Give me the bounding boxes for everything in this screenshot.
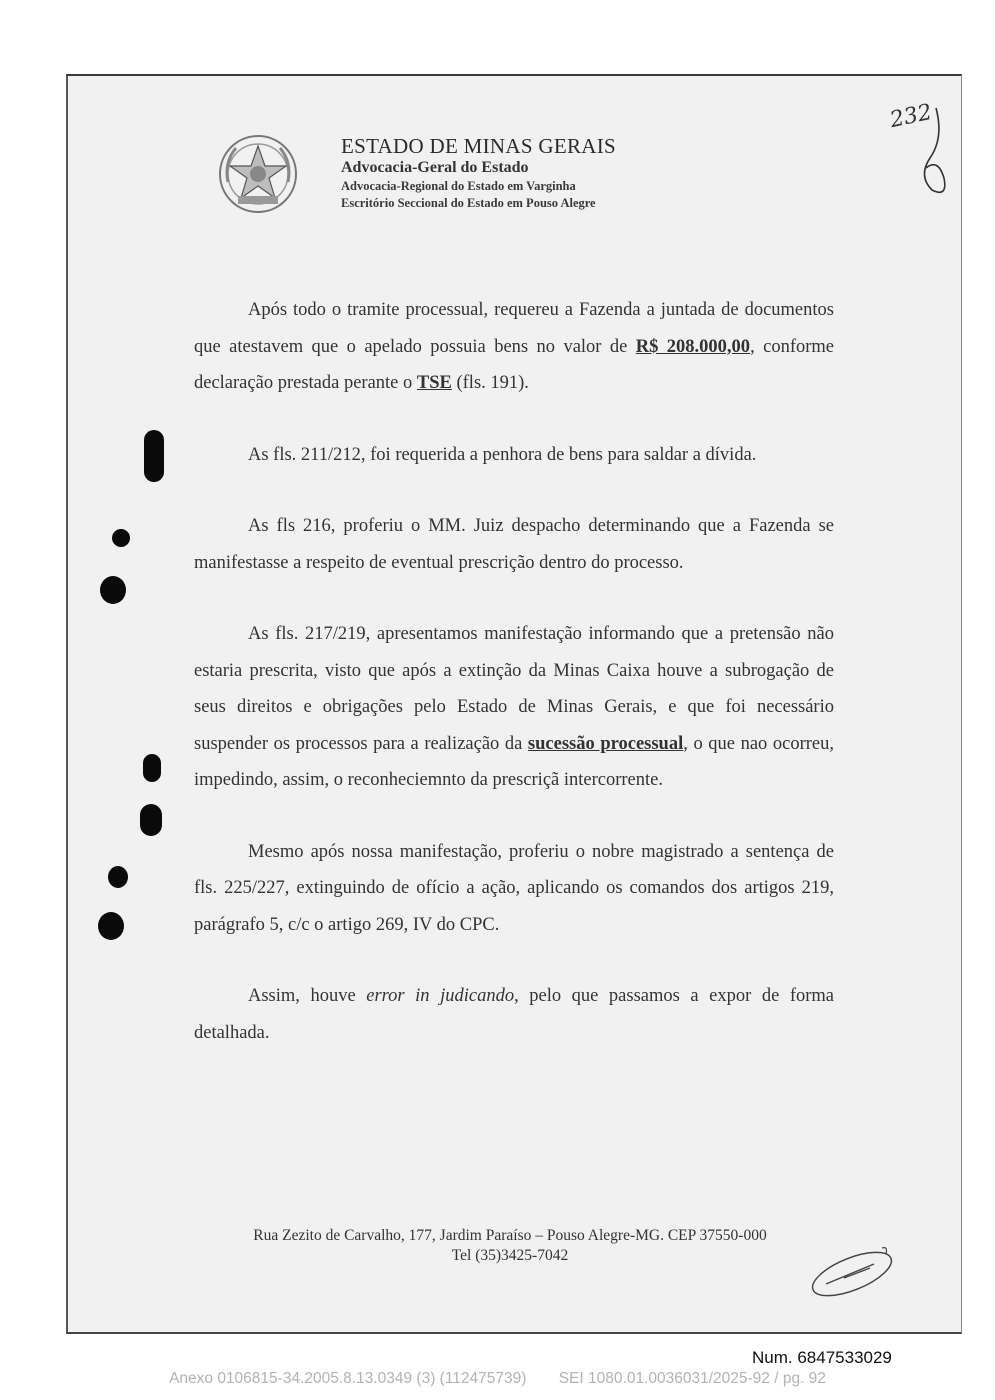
phone-line: Tel (35)3425-7042 (451, 1247, 569, 1264)
paragraph-1: Após todo o tramite processual, requereu a Fazenda a juntada de documentos que atestavem que o apelado possuia bens no valor de R$ 208.000,00, conforme declaração prestada perante o TSE (fls. 191). (194, 300, 834, 393)
letterhead (341, 134, 616, 212)
punch-hole (98, 912, 124, 940)
paragraph-2: As fls. 211/212, foi requerida a penhora de bens para saldar a dívida. (248, 444, 757, 465)
signature-rubric-icon (804, 1238, 908, 1308)
handwritten-signature-icon (878, 98, 958, 208)
document-body (194, 292, 834, 1086)
regional-office: Advocacia-Regional do Estado em Varginha (341, 179, 576, 193)
punch-hole (143, 754, 161, 782)
sectional-office: Escritório Seccional do Estado em Pouso Alegre (341, 196, 596, 210)
punch-hole (100, 576, 126, 604)
agency-name: Advocacia-Geral do Estado (341, 159, 529, 176)
amount: R$ 208.000,00 (635, 336, 751, 357)
punch-hole (108, 866, 128, 888)
footer-address (180, 1226, 840, 1266)
procedural-succession: sucessão processual (527, 733, 684, 754)
paragraph-6: Assim, houve error in judicando, pelo que passamos a expor de forma detalhada. (194, 986, 834, 1043)
address-line: Rua Zezito de Carvalho, 177, Jardim Paraíso – Pouso Alegre-MG. CEP 37550-000 (253, 1227, 767, 1244)
minas-gerais-seal-icon (216, 132, 300, 216)
punch-hole (144, 430, 164, 482)
paragraph-4: As fls. 217/219, apresentamos manifestação informando que a pretensão não estaria prescrita, visto que após a extinção da Minas Caixa houve a subrogação de seus direitos e obrigações pelo Estado de Minas Gerais, e que foi necessário suspender os processos para a realização da sucessão processual, o que nao ocorreu, impedindo, assim, o reconheciemnto da prescriçã intercorrente. (194, 624, 834, 790)
document-number: Num. 6847533029 (752, 1348, 892, 1367)
sei-reference: SEI 1080.01.0036031/2025-92 / pg. 92 (558, 1370, 826, 1387)
annex-reference: Anexo 0106815-34.2005.8.13.0349 (3) (112475739) (169, 1370, 527, 1387)
handwritten-number-text: 232 (887, 99, 935, 134)
state-title: ESTADO DE MINAS GERAIS (341, 134, 617, 158)
tse-reference: TSE (416, 373, 452, 393)
handwritten-page-number (878, 98, 958, 208)
paragraph-5: Mesmo após nossa manifestação, proferiu o nobre magistrado a sentença de fls. 225/227, extinguindo de ofício a ação, aplicando os comandos dos artigos 219, parágrafo 5, c/c o artigo 269, IV do CPC. (194, 841, 834, 935)
latin-phrase: error in judicando (366, 986, 515, 1006)
punch-hole (140, 804, 162, 836)
punch-hole (112, 529, 130, 547)
paragraph-3: As fls 216, proferiu o MM. Juiz despacho determinando que a Fazenda se manifestasse a respeito de eventual prescrição dentro do processo. (194, 516, 834, 573)
annex-stamp (0, 1370, 995, 1388)
